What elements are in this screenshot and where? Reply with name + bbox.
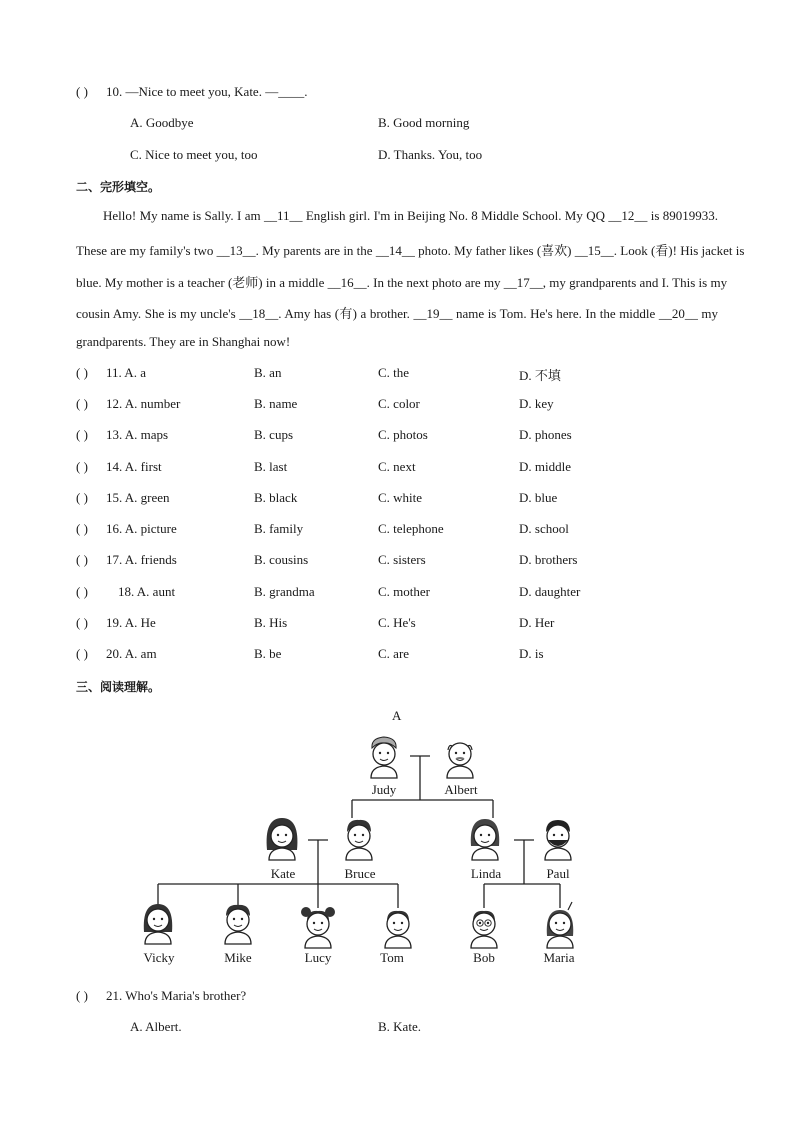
answer-paren[interactable]: ( ) <box>76 459 88 474</box>
answer-paren[interactable]: ( ) <box>76 646 88 661</box>
question-option-b: B. cousins <box>254 552 309 567</box>
family-member-name: Mike <box>224 950 252 965</box>
answer-paren[interactable]: ( ) <box>76 84 88 99</box>
question-option-a: 20. A. am <box>106 646 157 661</box>
question-option-d: D. Her <box>519 615 555 630</box>
family-member-name: Linda <box>470 866 502 881</box>
question-option-b: B. an <box>254 365 282 380</box>
family-member-name: Bob <box>473 950 495 965</box>
question-option-c: C. telephone <box>378 521 444 536</box>
linda-avatar <box>471 819 499 860</box>
question-10-stem: 10. —Nice to meet you, Kate. —____. <box>106 84 308 99</box>
option-a: A. Albert. <box>130 1019 182 1034</box>
answer-paren[interactable]: ( ) <box>76 490 88 505</box>
question-option-d: D. 不填 <box>519 368 561 383</box>
vicky-avatar <box>144 904 172 944</box>
question-option-b: B. be <box>254 646 282 661</box>
passage-line: Hello! My name is Sally. I am __11__ English girl. I'm in Beijing No. 8 Middle School. My QQ __12__ is 89019933. <box>103 208 718 223</box>
answer-paren[interactable]: ( ) <box>76 615 88 630</box>
question-option-b: B. family <box>254 521 304 536</box>
family-member-name: Kate <box>270 866 296 881</box>
family-member-name: Bruce <box>344 866 376 881</box>
question-option-c: C. color <box>378 396 420 411</box>
question-option-d: D. blue <box>519 490 558 505</box>
family-member-name: Tom <box>380 950 404 965</box>
family-member-name: Maria <box>543 950 575 965</box>
family-member-name: Paul <box>546 866 570 881</box>
passage-line: cousin Amy. She is my uncle's __18__. Amy has (有) a brother. __19__ name is Tom. He's here. In the middle __20__ my <box>76 306 718 321</box>
lucy-avatar <box>301 907 335 948</box>
passage-label: A <box>392 708 402 723</box>
section-3-heading: 三、阅读理解。 <box>76 680 161 694</box>
question-option-d: D. middle <box>519 459 571 474</box>
question-option-b: B. grandma <box>254 584 315 599</box>
paul-avatar <box>545 820 571 860</box>
question-option-c: C. mother <box>378 584 430 599</box>
bruce-avatar <box>346 820 372 860</box>
question-option-c: C. the <box>378 365 410 380</box>
question-option-a: 11. A. a <box>106 365 146 380</box>
judy-avatar <box>371 737 397 778</box>
question-option-d: D. daughter <box>519 584 581 599</box>
option-a: A. Goodbye <box>130 115 194 130</box>
option-b: B. Kate. <box>378 1019 421 1034</box>
answer-paren[interactable]: ( ) <box>76 521 88 536</box>
question-option-c: C. next <box>378 459 416 474</box>
passage-line: grandparents. They are in Shanghai now! <box>76 334 291 349</box>
question-option-a: 15. A. green <box>106 490 170 505</box>
answer-paren[interactable]: ( ) <box>76 584 88 599</box>
question-option-b: B. last <box>254 459 288 474</box>
question-option-a: 13. A. maps <box>106 427 169 442</box>
question-option-c: C. are <box>378 646 410 661</box>
question-option-d: D. phones <box>519 427 572 442</box>
question-option-d: D. key <box>519 396 554 411</box>
question-option-a: 16. A. picture <box>106 521 177 536</box>
question-option-a: 14. A. first <box>106 459 162 474</box>
question-option-b: B. His <box>254 615 288 630</box>
answer-paren[interactable]: ( ) <box>76 427 88 442</box>
question-option-a: 18. A. aunt <box>118 584 176 599</box>
answer-paren[interactable]: ( ) <box>76 552 88 567</box>
option-c: C. Nice to meet you, too <box>130 147 258 162</box>
question-option-b: B. black <box>254 490 298 505</box>
bob-avatar <box>471 911 497 948</box>
option-d: D. Thanks. You, too <box>378 147 483 162</box>
question-option-b: B. cups <box>254 427 293 442</box>
question-option-c: C. sisters <box>378 552 426 567</box>
question-option-c: C. white <box>378 490 423 505</box>
family-member-name: Judy <box>371 782 397 797</box>
question-option-a: 17. A. friends <box>106 552 177 567</box>
family-member-name: Vicky <box>143 950 175 965</box>
family-member-name: Lucy <box>304 950 332 965</box>
passage-line: These are my family's two __13__. My parents are in the __14__ photo. My father likes (喜欢) __15__. Look (看)! His jacket is <box>76 243 745 258</box>
mike-avatar <box>225 905 251 944</box>
question-option-a: 19. A. He <box>106 615 156 630</box>
question-option-c: C. He's <box>378 615 416 630</box>
kate-avatar <box>267 818 298 860</box>
question-21-stem: 21. Who's Maria's brother? <box>106 988 247 1003</box>
question-option-a: 12. A. number <box>106 396 181 411</box>
question-option-d: D. school <box>519 521 569 536</box>
answer-paren[interactable]: ( ) <box>76 988 88 1003</box>
section-2-heading: 二、完形填空。 <box>76 180 161 194</box>
answer-paren[interactable]: ( ) <box>76 396 88 411</box>
tom-avatar <box>385 911 411 948</box>
question-option-b: B. name <box>254 396 298 411</box>
family-member-name: Albert <box>444 782 478 797</box>
passage-line: blue. My mother is a teacher (老师) in a middle __16__. In the next photo are my __17__, my grandparents and I. This is my <box>76 275 728 290</box>
family-tree-diagram <box>130 730 600 970</box>
question-option-d: D. brothers <box>519 552 578 567</box>
question-option-c: C. photos <box>378 427 428 442</box>
option-b: B. Good morning <box>378 115 470 130</box>
answer-paren[interactable]: ( ) <box>76 365 88 380</box>
albert-avatar <box>447 743 473 778</box>
question-option-d: D. is <box>519 646 544 661</box>
maria-avatar <box>547 902 573 948</box>
